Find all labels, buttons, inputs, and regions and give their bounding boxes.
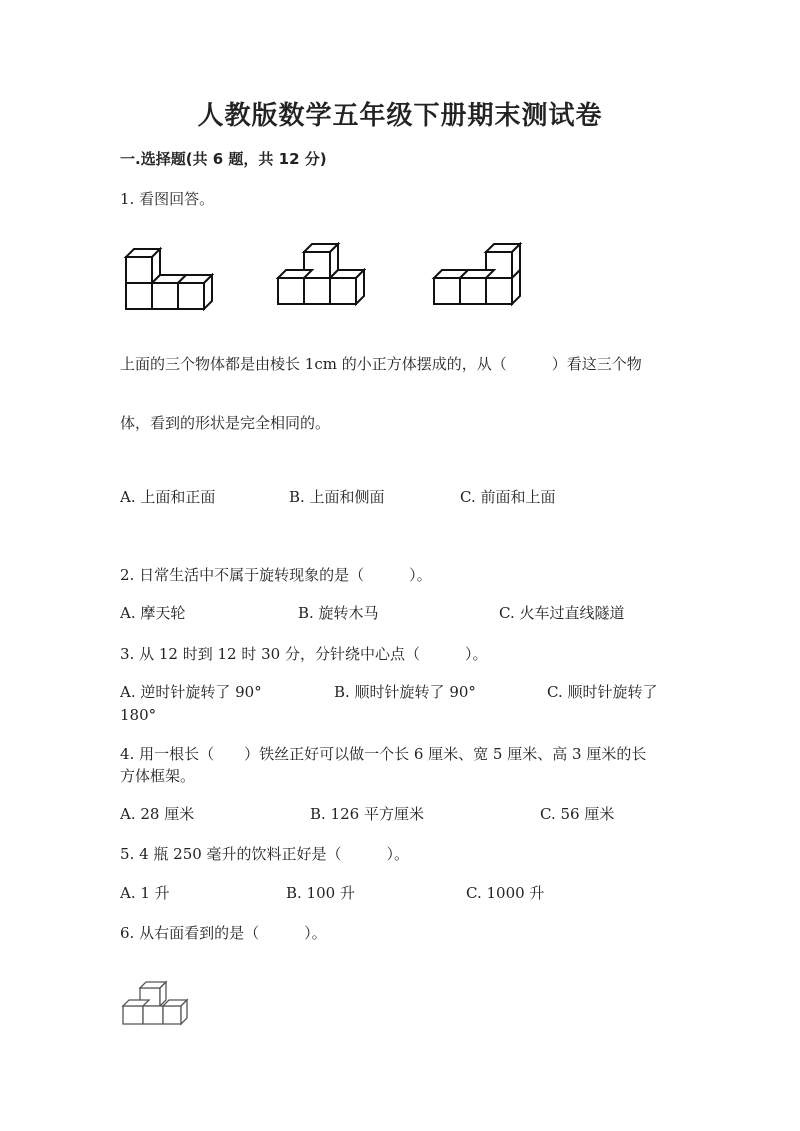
question-4-stem-line2: 方体框架。 (120, 767, 196, 785)
question-2-option-a[interactable]: A. 摩天轮 (120, 604, 186, 622)
section-heading: 一.选择题(共 6 题，共 12 分) (120, 150, 327, 168)
question-2-option-c[interactable]: C. 火车过直线隧道 (499, 604, 625, 622)
question-2-stem: 2. 日常生活中不属于旋转现象的是（ ）。 (120, 566, 432, 584)
question-1-option-b[interactable]: B. 上面和侧面 (289, 488, 385, 506)
question-4-option-b[interactable]: B. 126 平方厘米 (310, 805, 424, 823)
cube-figure-1 (126, 249, 216, 311)
cube-figure-3 (434, 244, 524, 306)
question-2-option-b[interactable]: B. 旋转木马 (298, 604, 379, 622)
question-3-option-b[interactable]: B. 顺时针旋转了 90° (334, 683, 476, 701)
question-4-option-a[interactable]: A. 28 厘米 (120, 805, 195, 823)
question-5-option-b[interactable]: B. 100 升 (286, 884, 355, 902)
question-5-stem: 5. 4 瓶 250 毫升的饮料正好是（ ）。 (120, 845, 410, 863)
question-6-stem: 6. 从右面看到的是（ ）。 (120, 924, 327, 942)
question-5-option-c[interactable]: C. 1000 升 (466, 884, 545, 902)
question-4-stem-line1: 4. 用一根长（ ）铁丝正好可以做一个长 6 厘米、宽 5 厘米、高 3 厘米的长 (120, 745, 647, 763)
question-3-stem: 3. 从 12 时到 12 时 30 分，分针绕中心点（ ）。 (120, 645, 488, 663)
question-1-text-line2: 体，看到的形状是完全相同的。 (120, 414, 331, 432)
question-1-option-c[interactable]: C. 前面和上面 (460, 488, 556, 506)
question-1-text-line1: 上面的三个物体都是由棱长 1cm 的小正方体摆成的，从（ ）看这三个物 (120, 355, 642, 373)
question-1-option-a[interactable]: A. 上面和正面 (120, 488, 216, 506)
page-title: 人教版数学五年级下册期末测试卷 (197, 101, 603, 131)
question-3-option-a[interactable]: A. 逆时针旋转了 90° (120, 683, 262, 701)
question-4-option-c[interactable]: C. 56 厘米 (540, 805, 615, 823)
cube-figure-6 (123, 982, 193, 1028)
question-5-option-a[interactable]: A. 1 升 (120, 884, 170, 902)
question-1-stem: 1. 看图回答。 (120, 190, 215, 208)
question-3-option-c[interactable]: C. 顺时针旋转了 (547, 683, 658, 701)
cube-figure-2 (278, 244, 368, 306)
question-3-option-c-continued: 180° (120, 706, 157, 724)
